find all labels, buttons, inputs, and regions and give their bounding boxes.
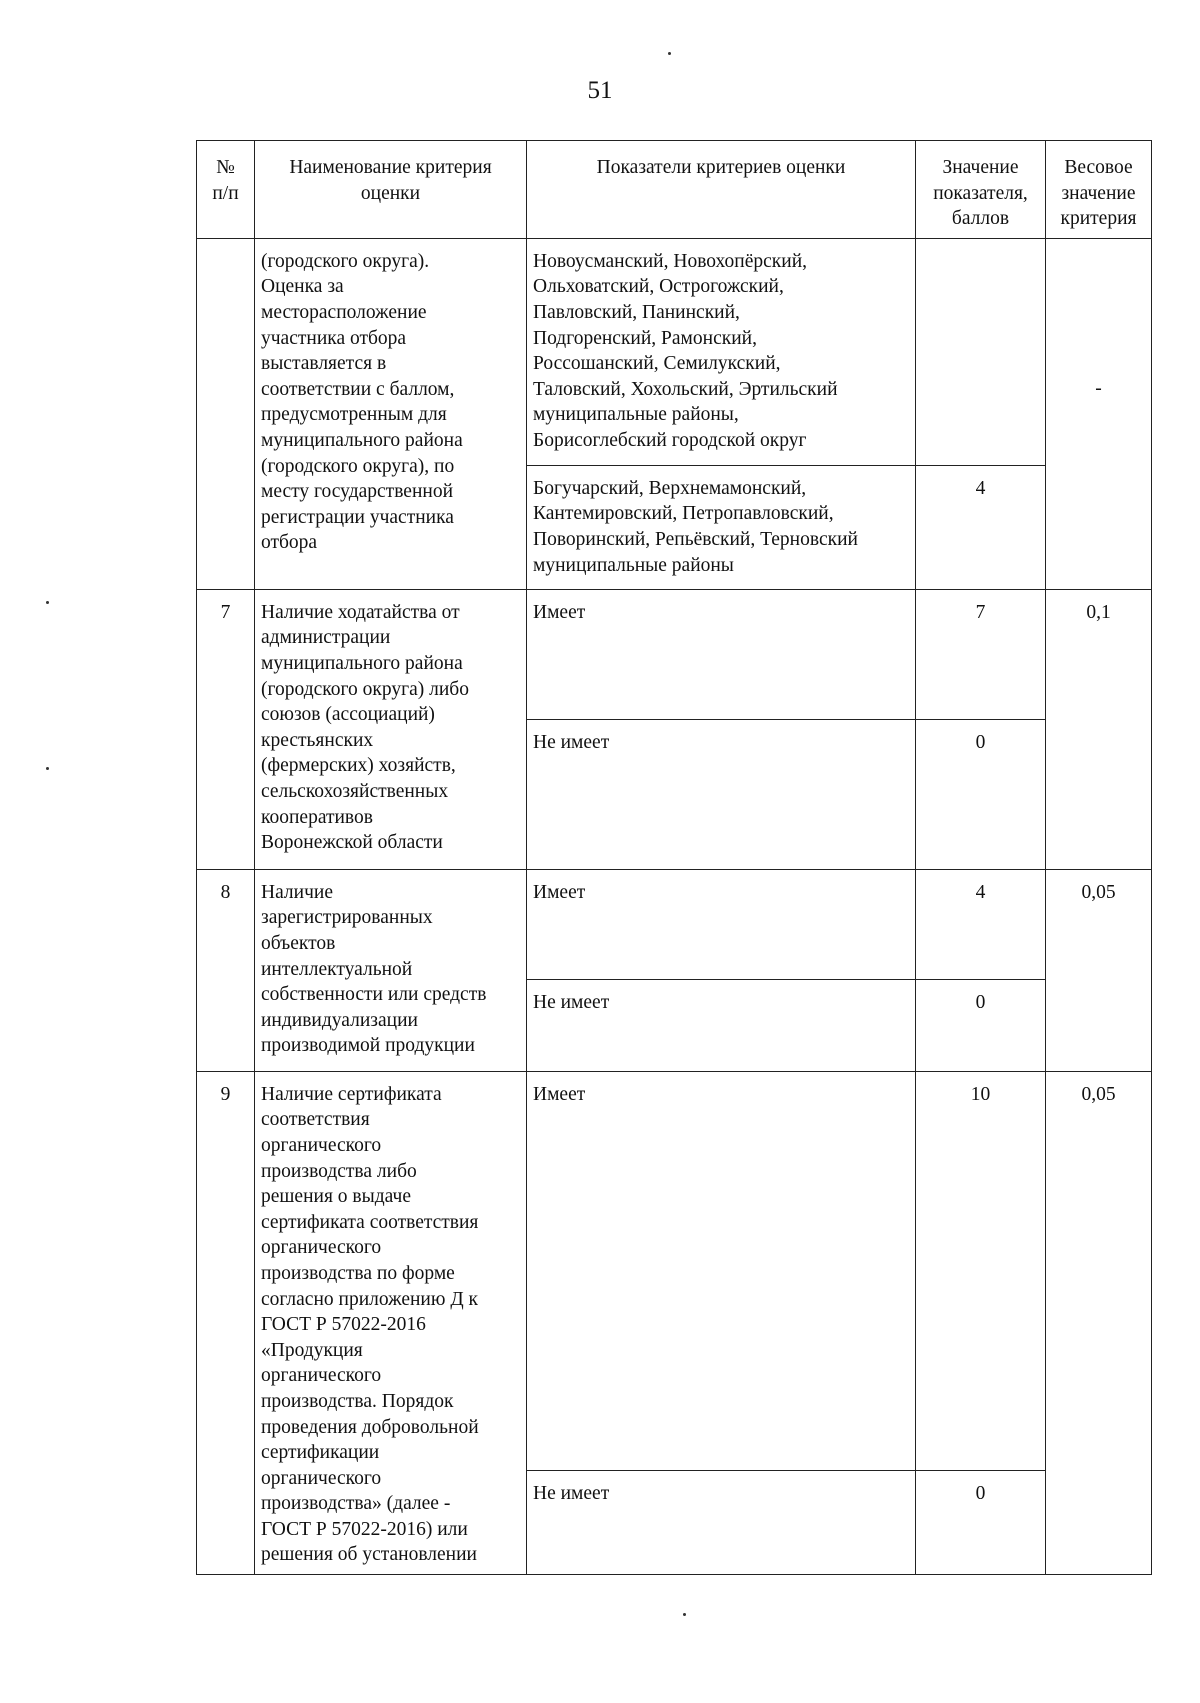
page-number: 51	[587, 77, 613, 104]
indicator: Имеет	[527, 1071, 916, 1471]
criteria-table	[196, 140, 1152, 1575]
header-indicators: Показатели критериев оценки	[527, 141, 916, 239]
indicator: Имеет	[527, 589, 916, 719]
criterion-name: Наличие зарегистрированных объектов интеллектуальной собственности или средств индивидуализации производимой продукции	[255, 869, 527, 1071]
table-row	[197, 869, 1152, 979]
scan-speck	[683, 1613, 686, 1616]
criterion-weight: 0,05	[1046, 869, 1152, 1071]
indicator: Не имеет	[527, 1471, 916, 1575]
indicator-value: 0	[916, 979, 1046, 1071]
scan-speck	[46, 767, 49, 770]
scan-speck	[46, 601, 49, 604]
indicator: Не имеет	[527, 719, 916, 869]
criterion-name: Наличие ходатайства от администрации муниципального района (городского округа) либо союзов (ассоциаций) крестьянских (фермерских) хозяйств, сельскохозяйственных кооперативов Воронежской области	[255, 589, 527, 869]
row-number: 8	[197, 869, 255, 1071]
table-row	[197, 238, 1152, 465]
table-row	[197, 1071, 1152, 1471]
table-header-row	[197, 141, 1152, 239]
header-number: № п/п	[197, 141, 255, 239]
indicator-value: 4	[916, 869, 1046, 979]
criterion-weight: -	[1046, 238, 1152, 589]
header-value: Значение показателя, баллов	[916, 141, 1046, 239]
indicator: Богучарский, Верхнемамонский, Кантемировский, Петропавловский, Поворинский, Репьёвский, Терновский муниципальные районы	[527, 465, 916, 589]
row-number: 7	[197, 589, 255, 869]
table-row	[197, 589, 1152, 719]
indicator: Не имеет	[527, 979, 916, 1071]
criterion-name: (городского округа). Оценка за месторасположение участника отбора выставляется в соответствии с баллом, предусмотренным для муниципального района (городского округа), по месту государственной регистрации участника отбора	[255, 238, 527, 589]
row-number	[197, 238, 255, 589]
indicator-value	[916, 238, 1046, 465]
criterion-weight: 0,05	[1046, 1071, 1152, 1574]
criterion-name: Наличие сертификата соответствия органического производства либо решения о выдаче сертификата соответствия органического производства по форме согласно приложению Д к ГОСТ Р 57022-2016 «Продукция органического производства. Порядок проведения добровольной сертификации органического производства» (далее - ГОСТ Р 57022-2016) или решения об установлении	[255, 1071, 527, 1574]
indicator-value: 10	[916, 1071, 1046, 1471]
indicator-value: 0	[916, 719, 1046, 869]
indicator-value: 4	[916, 465, 1046, 589]
criterion-weight: 0,1	[1046, 589, 1152, 869]
header-criterion-name: Наименование критерия оценки	[255, 141, 527, 239]
indicator-value: 7	[916, 589, 1046, 719]
header-weight: Весовое значение критерия	[1046, 141, 1152, 239]
row-number: 9	[197, 1071, 255, 1574]
indicator: Новоусманский, Новохопёрский, Ольховатский, Острогожский, Павловский, Панинский, Подгоренский, Рамонский, Россошанский, Семилукский, Таловский, Хохольский, Эртильский муниципальные районы, Борисоглебский городской округ	[527, 238, 916, 465]
indicator-value: 0	[916, 1471, 1046, 1575]
scan-speck	[668, 52, 671, 55]
indicator: Имеет	[527, 869, 916, 979]
